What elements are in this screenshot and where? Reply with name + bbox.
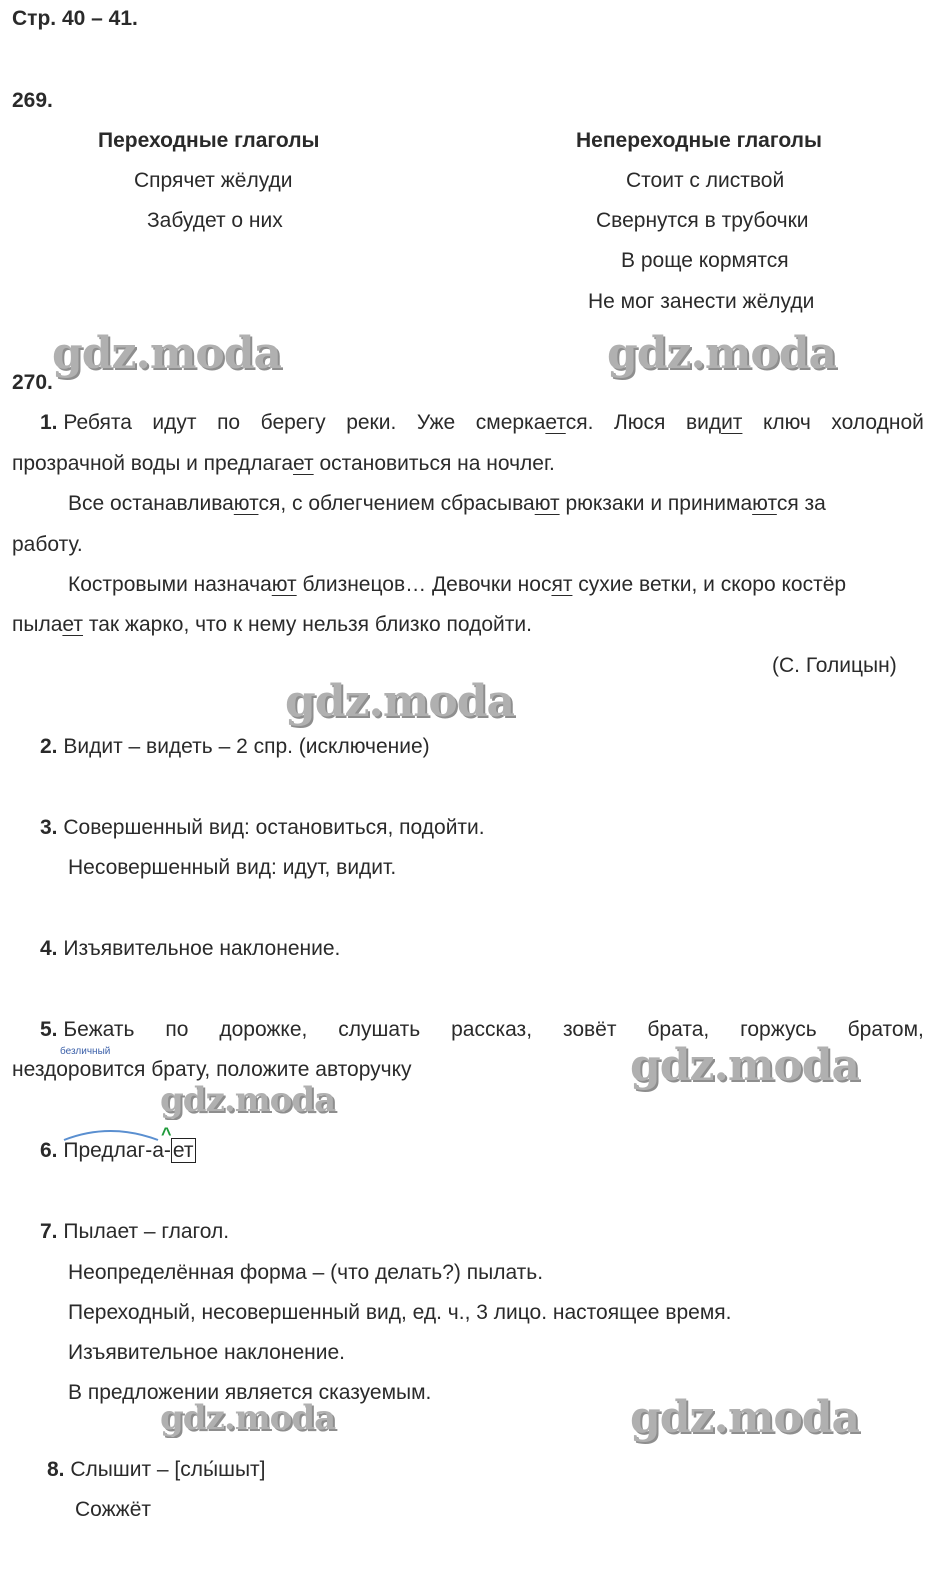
item1-line6 — [12, 612, 532, 638]
separator: - — [145, 1139, 153, 1162]
underlined-ending: ют — [534, 492, 560, 515]
word: реки. — [346, 411, 397, 434]
word: Бежать — [63, 1018, 135, 1041]
word: идут — [152, 411, 197, 434]
underlined-ending: ет — [545, 411, 566, 434]
word-stem: смерка — [475, 411, 546, 434]
word: слушать — [338, 1018, 421, 1041]
underlined-ending: ют — [271, 573, 297, 596]
item8-text: Слышит – [слы́шыт] — [70, 1458, 266, 1481]
item5-line2: нездоровится брату, положите авторучку — [12, 1058, 412, 1081]
item3 — [40, 815, 485, 841]
item4 — [40, 936, 340, 962]
item7-line: В предложении является сказуемым. — [68, 1381, 432, 1404]
watermark: gdz.moda — [160, 1398, 336, 1438]
item2 — [40, 734, 430, 760]
item5-number: 5. — [40, 1018, 58, 1041]
item7-line: Изъявительное наклонение. — [68, 1341, 345, 1364]
suffix-caret-mark: ^ — [161, 1124, 172, 1144]
impersonal-note: безличный — [60, 1046, 111, 1057]
text: сухие ветки, и скоро костёр — [572, 573, 847, 596]
intransitive-item: Не мог занести жёлуди — [588, 290, 815, 313]
word: холодной — [831, 411, 924, 434]
word: зовёт — [562, 1018, 617, 1041]
text: остановиться на ночлег. — [313, 452, 555, 475]
item8-text2: Сожжёт — [75, 1498, 152, 1521]
item1-line1 — [12, 410, 924, 436]
item7-number: 7. — [40, 1220, 58, 1243]
underlined-ending: ят — [551, 573, 573, 596]
item3-text2: Несовершенный вид: идут, видит. — [68, 856, 397, 879]
word-suffix: а — [152, 1139, 164, 1162]
watermark: gdz.moda — [160, 1080, 336, 1120]
text: Костровыми назнача — [68, 573, 272, 596]
item4-number: 4. — [40, 937, 58, 960]
exercise-269-number: 269. — [12, 89, 53, 112]
item1-line5 — [68, 572, 846, 598]
text: прозрачной воды и предлага — [12, 452, 294, 475]
item2-number: 2. — [40, 735, 58, 758]
text: так жарко, что к нему нельзя близко подойти. — [83, 613, 532, 636]
intransitive-item: В роще кормятся — [621, 249, 789, 272]
item4-text: Изъявительное наклонение. — [63, 937, 341, 960]
word-stem: вид — [685, 411, 722, 434]
item1-line3 — [68, 491, 924, 517]
intransitive-item: Стоит с листвой — [626, 169, 785, 192]
word: братом, — [847, 1018, 924, 1041]
word-tail: ся. — [565, 411, 594, 434]
word: дорожке, — [219, 1018, 308, 1041]
transitive-heading: Переходные глаголы — [98, 129, 320, 152]
watermark: gdz.moda — [630, 1040, 860, 1091]
item2-text: Видит – видеть – 2 спр. (исключение) — [63, 735, 430, 758]
item6 — [40, 1138, 196, 1164]
transitive-item: Забудет о них — [147, 209, 283, 232]
underlined-ending: ет — [62, 613, 84, 636]
text: пыла — [12, 613, 63, 636]
item1-line2 — [12, 451, 555, 477]
word: брата, — [647, 1018, 710, 1041]
intransitive-item: Свернутся в трубочки — [596, 209, 809, 232]
watermark: gdz.moda — [52, 328, 282, 379]
word: ключ — [762, 411, 811, 434]
item7-line: Неопределённая форма – (что делать?) пылать. — [68, 1261, 544, 1284]
watermark: gdz.moda — [607, 328, 837, 379]
underlined-ending: ют — [233, 492, 259, 515]
watermark: gdz.moda — [285, 676, 515, 727]
item1-line4: работу. — [12, 533, 83, 556]
text: ся, с облегчением сбрасыва — [258, 492, 535, 515]
word-ending: ет — [172, 1139, 194, 1162]
item1-number: 1. — [40, 411, 58, 434]
word: Люся — [614, 411, 666, 434]
underlined-ending: ет — [293, 452, 314, 475]
item8 — [47, 1457, 266, 1483]
underlined-ending: ит — [721, 411, 743, 434]
word: горжусь — [740, 1018, 817, 1041]
watermark: gdz.moda — [630, 1392, 860, 1443]
word: Уже — [416, 411, 456, 434]
exercise-270-number: 270. — [12, 371, 53, 394]
word-root: Предлаг — [63, 1139, 146, 1162]
item3-number: 3. — [40, 816, 58, 839]
separator: - — [163, 1139, 171, 1162]
item6-number: 6. — [40, 1139, 58, 1162]
item7-line: Переходный, несовершенный вид, ед. ч., 3 лицо. настоящее время. — [68, 1301, 732, 1324]
intransitive-heading: Непереходные глаголы — [576, 129, 822, 152]
text: ся за — [776, 492, 826, 515]
text: близнецов… Девочки нос — [296, 573, 552, 596]
word: по — [217, 411, 241, 434]
item7-text: Пылает – глагол. — [63, 1220, 230, 1243]
text: Все останавлива — [68, 492, 234, 515]
transitive-item: Спрячет жёлуди — [134, 169, 293, 192]
item8-number: 8. — [47, 1458, 65, 1481]
word: Ребята — [63, 411, 132, 434]
item3-text: Совершенный вид: остановиться, подойти. — [63, 816, 485, 839]
word: берегу — [260, 411, 326, 434]
underlined-ending: ют — [752, 492, 777, 515]
word: рассказ, — [451, 1018, 533, 1041]
item7 — [40, 1219, 229, 1245]
word: по — [165, 1018, 189, 1041]
text: рюкзаки и принима — [559, 492, 753, 515]
page-header: Стр. 40 – 41. — [12, 7, 138, 30]
author: (С. Голицын) — [772, 654, 897, 677]
